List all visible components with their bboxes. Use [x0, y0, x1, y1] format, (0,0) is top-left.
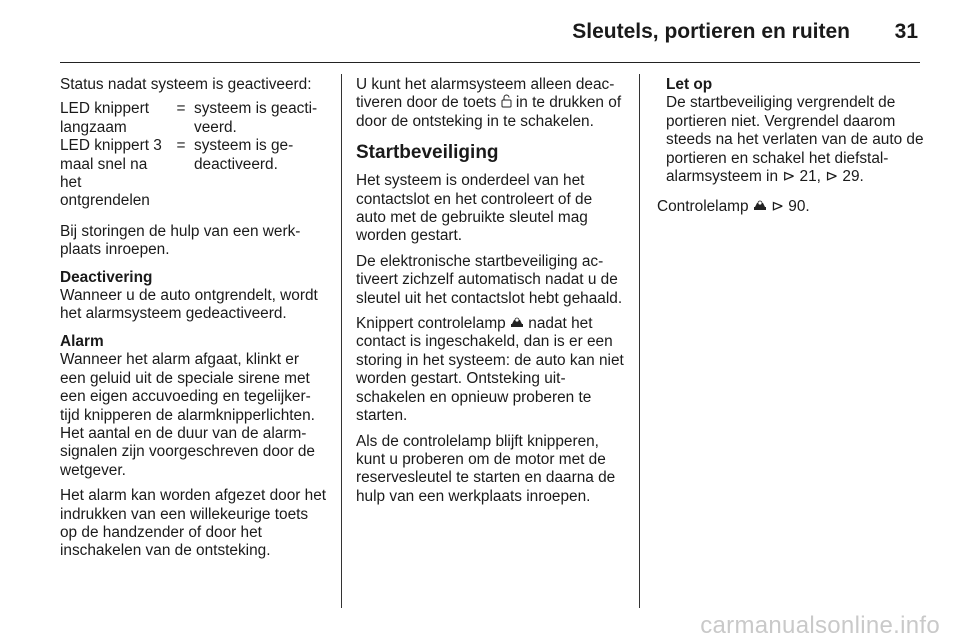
immobilizer-p3-end: nadat het contact is ingeschakeld, dan is er een storing in het systeem: de auto kan niet worden gestart. Ontsteking uit-schakelen en opnieuw proberen te starten.: [356, 315, 624, 425]
startbeveiliging-heading: Startbeveiliging: [356, 142, 499, 164]
note-text: De startbeveiliging vergrendelt de portieren niet. Vergrendel daarom steeds na het verlaten van de auto de portieren en schakel het diefstal-alarmsysteem in ⊳ 21, ⊳ 29.: [666, 94, 924, 186]
page-reference-arrow-icon: ⊳: [771, 198, 785, 216]
page-ref-1[interactable]: 21: [799, 168, 817, 186]
immobilizer-lamp-icon: [510, 317, 524, 330]
status-intro: Status nadat systeem is geactiveerd:: [60, 76, 312, 93]
alarm-heading: Alarm: [60, 332, 104, 350]
lamp-page-ref[interactable]: 90: [788, 198, 806, 216]
status-led: LED knippert langzaam: [60, 100, 149, 136]
status-meaning: systeem is geacti-veerd.: [194, 100, 318, 136]
page-ref-2[interactable]: 29: [842, 168, 860, 186]
status-table: [60, 100, 328, 210]
lamp-text: Controlelamp: [657, 198, 749, 216]
column-divider: [639, 74, 640, 608]
fault-text: Bij storingen de hulp van een werk-plaats inroepen.: [60, 222, 301, 259]
page-title: Sleutels, portieren en ruiten: [572, 20, 850, 43]
note-text-body: De startbeveiliging vergrendelt de portieren niet. Vergrendel daarom steeds na het verlaten van de auto de portieren en schakel het diefstal-alarmsysteem in: [666, 94, 924, 186]
column-left: [60, 76, 328, 568]
immobilizer-p1: Het systeem is onderdeel van het contactslot en het controleert of de auto met de gebruikte sleutel mag worden gestart.: [356, 172, 593, 245]
alarm-reset-text: Het alarm kan worden afgezet door het indrukken van een willekeurige toets op de handzender of door het inschakelen van de ontsteking.: [60, 487, 327, 560]
status-equals: =: [176, 137, 186, 155]
column-middle: [356, 76, 626, 513]
unlock-button-icon: [501, 94, 512, 109]
deactivation-text-end: in te drukken of door de ontsteking in te schakelen.: [356, 94, 622, 130]
column-divider: [341, 74, 342, 608]
status-meaning: systeem is ge-deactiveerd.: [194, 137, 294, 173]
immobilizer-lamp-icon: [753, 200, 767, 213]
watermark: carmanualsonline.info: [700, 612, 940, 639]
page-header: [60, 0, 920, 63]
immobilizer-p2: De elektronische startbeveiliging ac-tiveert zichzelf automatisch nadat u de sleutel uit het contactslot hebt gehaald.: [356, 252, 623, 307]
status-row: [60, 137, 328, 211]
immobilizer-p3-start: Knippert controlelamp: [356, 315, 506, 333]
lamp-reference: Controlelamp ⊳ 90.: [657, 198, 810, 216]
deactivation-paragraph: [356, 76, 626, 131]
page-number: 31: [894, 20, 918, 43]
alarm-text: Wanneer het alarm afgaat, klinkt er een geluid uit de speciale sirene met een eigen accuvoeding en tegelijker-tijd knipperen de alarmknipperlichten. Het aantal en de duur van de alarm-signalen zijn voorgeschreven door de wetgever.: [60, 351, 315, 479]
deactivering-text: Wanneer u de auto ontgrendelt, wordt het alarmsysteem gedeactiveerd.: [60, 287, 318, 323]
immobilizer-p3: [356, 315, 626, 425]
note-box: [657, 76, 925, 186]
deactivering-heading: Deactivering: [60, 268, 153, 286]
note-label: Let op: [666, 76, 713, 93]
status-equals: =: [176, 100, 186, 118]
column-right: [657, 76, 925, 224]
status-row: [60, 100, 328, 137]
deactivation-text-start: U kunt het alarmsysteem alleen deac-tiveren door de toets: [356, 76, 615, 112]
status-led: LED knippert 3 maal snel na het ontgrendelen: [60, 137, 162, 210]
page-reference-arrow-icon: ⊳: [782, 168, 796, 186]
page-reference-arrow-icon: ⊳: [825, 168, 839, 186]
immobilizer-p4: Als de controlelamp blijft knipperen, kunt u proberen om de motor met de reservesleutel te starten en daarna de hulp van een werkplaats inroepen.: [356, 432, 616, 505]
